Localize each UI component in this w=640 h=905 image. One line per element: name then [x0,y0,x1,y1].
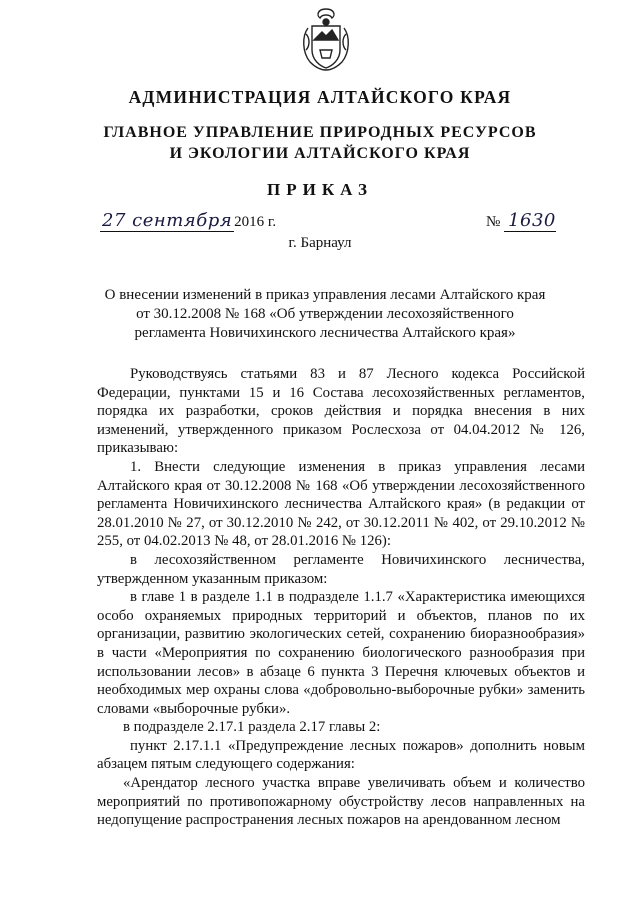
handwritten-date: 27 сентября [102,210,233,231]
handwritten-number: 1630 [508,210,556,231]
paragraph-subsection: в подразделе 2.17.1 раздела 2.17 главы 2: [123,719,381,736]
date-year: 2016 г. [234,214,277,230]
subject-line-2: от 30.12.2008 № 168 «Об утверждении лесохозяйственного [136,306,514,322]
paragraph-quote: «Арендатор лесного участка вправе увеличивать объем и количество мероприятий по противопожарному обустройству лесов направленных на недопущение распространения лесных пожаров на арендованном лесном [97,775,585,829]
paragraph-regulation: в лесохозяйственном регламенте Новичихинского лесничества, утвержденном указанным приказом: [97,551,585,587]
order-body [97,365,585,830]
order-date [100,210,276,232]
document-type: ПРИКАЗ [267,180,373,199]
order-subject [60,286,590,343]
number-label: № [486,214,501,230]
paragraph-item-1: 1. Внести следующие изменения в приказ управления лесами Алтайского края от 30.12.2008 № 168 «Об утверждении лесохозяйственного регламента Новичихинского лесничества Алтайского края» (в редакции от 28.01.2010 № 27, от 30.12.2010 № 242, от 30.12.2011 № 402, от 29.10.2012 № 255, от 04.02.2013 № 48, от 28.01.2016 № 126): [97,458,585,550]
coat-of-arms-icon [300,6,352,72]
city: г. Барнаул [288,235,352,251]
paragraph-chapter-1: в главе 1 в разделе 1.1 в подразделе 1.1.7 «Характеристика имеющихся особо охраняемых природных территорий и объектов, планов по их организации, развитию экологических сетей, сохранению биоразнообразия» в части «Мероприятия по сохранению биологического разнообразия при использовании лесов» в абзаце 6 пункта 3 Перечня ключевых объектов и необходимых мер охраны слова «добровольно-выборочные рубки» заменить словами «выборочные рубки». [97,589,585,717]
department-title-line-2: И ЭКОЛОГИИ АЛТАЙСКОГО КРАЯ [169,145,471,162]
administration-title: АДМИНИСТРАЦИЯ АЛТАЙСКОГО КРАЯ [128,87,512,107]
subject-line-1: О внесении изменений в приказ управления лесами Алтайского края [104,287,546,303]
paragraph-preamble: Руководствуясь статьями 83 и 87 Лесного кодекса Российской Федерации, пунктами 15 и 16 Состава лесохозяйственных регламентов, порядка их разработки, сроков действия и порядка внесения в них изменений, утвержденного приказом Рослесхоза от 04.04.2012 № 126, приказываю: [97,366,585,457]
paragraph-fire-prevention: пункт 2.17.1.1 «Предупреждение лесных пожаров» дополнить новым абзацем пятым следующего содержания: [97,737,585,773]
order-number [486,210,556,232]
subject-line-3: регламента Новичихинского лесничества Алтайского края» [134,325,516,341]
department-title-line-1: ГЛАВНОЕ УПРАВЛЕНИЕ ПРИРОДНЫХ РЕСУРСОВ [103,124,537,141]
department-title [0,122,640,164]
